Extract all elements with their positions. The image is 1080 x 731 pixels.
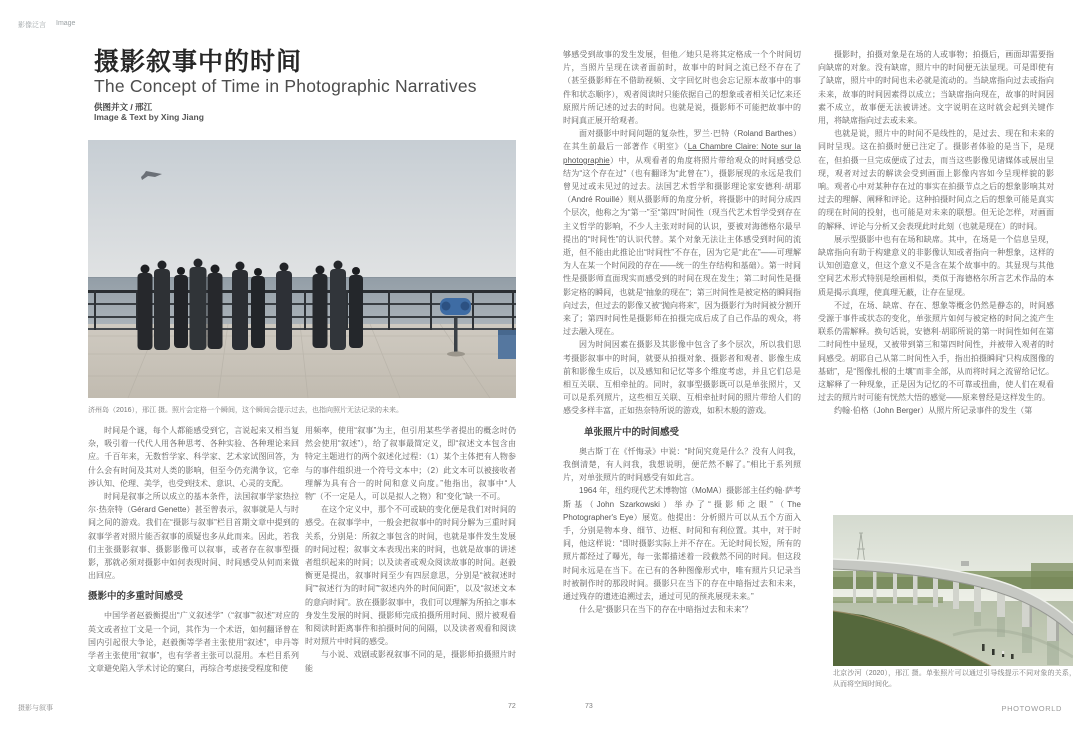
left-column-2 [305, 424, 516, 716]
section-label-zh: 影像泛言 [18, 22, 46, 29]
paragraph: 用频率，使用“叙事”为主，但引用某些学者提出的概念时仍然会使用“叙述”），给了叙事最简定义，即“叙述文本包含由特定主题进行的两个叙述化过程：（1）某个主体把有人物参与的事件组织进一个符号文本中；（2）此文本可以被接收者理解为具有合一的时间和意义向度。”他指出，叙事中“人物”（不一定是人，可以是拟人之物）和“变化”缺一不可。 [305, 426, 516, 502]
paragraph: 展示型摄影中也有在场和缺席。其中，在场是一个信息呈现，缺席指向有助于构建意义的非影像认知或者指向一种想象，这样的认知创造意义，但这个意义不是含在某个故事中的。其显现与其他空间艺术形式特别是绘画相似，类似于海德格尔所言艺术作品的本质是揭示真理，使真理无蔽，让存在显现。 [818, 234, 1054, 297]
paragraph: 时间是叙事之所以成立的基本条件，法国叙事学家热拉尔·热奈特（Gérard Genette）甚至曾表示，叙事就是人与时间之间的游戏。我们在“摄影与叙事”栏目首期文章中提到的叙事学者对照片能否叙事的质疑也多从此而来。因此，若我们主张摄影叙事、摄影影像可以叙事，或者存在叙事型摄影，那就必须对摄影中如何表现时间、时间感受从何而来做出回应。 [88, 492, 299, 581]
paragraph: 1964 年，纽约现代艺术博物馆（MoMA）摄影部主任约翰·萨考斯基（John Szarkowski）举办了“摄影师之眼”（The Photographer's Eye）展览。他提出：分析照片可以从五个方面入手，分别是物本身、细节、边框、时间和有利位置。其中，对于时间，他这样说：“即时摄影实际上并不存在。无论时间长短，所有的照片都经过了曝光，每一张都描述着一段截然不同的时间。但这段时间永远是在当下。在已有的各种图像形式中，唯有照片只记录当时被制作时的那段时间。摄影只在当下的存在中暗指过去和未来，通过残存的遗迹追溯过去，通过可见的预兆展现未来。” [563, 486, 801, 601]
person [313, 266, 328, 349]
person [349, 267, 363, 348]
left-column-1 [88, 424, 299, 716]
paragraph: 够感受到故事的发生发展，但他／她只是将其定格成一个个时间切片，当照片呈现在读者面前时，故事中的时间之流已经不存在了（甚至摄影师在不借助视频、文字回忆时也会忘记原本故事中的事件和状态顺序），观者阅读时只能依据自己的想象或者相关记忆来还原照片所记述的过去的时间。也就是说，摄影师不可能把故事中的时间真正展开给观者。 [563, 50, 801, 126]
pier-photo [88, 140, 516, 398]
right-column-1 [563, 48, 801, 716]
paragraph: 中国学者赵毅衡提出“广义叙述学”（“叙事”“叙述”对应的英文或者拉丁文是一个词，其作为一个术语，如何翻译曾在国内引起很大争论，赵毅衡等学者主张使用“叙述”，申丹等学者主张使用“叙事”，也有学者主张可以混用。本栏目系列文章避免陷入学术讨论的窠臼，再综合考虑接受程度和使 [88, 611, 299, 674]
text-run: ）中，从观看者的角度将照片带给观众的时间感受总结为“这个存在过”（也有翻译为“此曾在”），摄影展现的永远是我们曾见过或未见过的过去。法国艺术哲学和摄影理论家安德利·胡耶（André Rouillé）则从摄影师的角度分析，将摄影中的时间分成四个层次，他称之为“第一”至“第四”时间性（现当代艺术哲学受到存在主义哲学的影响，不少人主张对时间的认识，要被对海德格尔最早提出的“时间性”的认识代替。某个对象无法让主体感受到时间的流逝，但不能由此推论出“时间性”不存在，因为它是“此在”——可理解为人在某一个时间段的存在——统一的生存结构和基础）。第一时间性是摄影师直面现实而感受到的时间在现在发生；第二时间性是摄影定格的瞬间，也就是“抽象的现在”；第三时间性是被定格的瞬间指向过去，但过去的影像又被“抛向将来”，因为摄影行为时间被分割开来了；第四时间性是摄影师在拍摄完成后成了自己作品的观众，将过去融入现在。 [563, 155, 801, 337]
magazine-name: PHOTOWORLD [1001, 704, 1062, 713]
person [190, 259, 207, 351]
person [138, 265, 153, 351]
person [276, 263, 292, 351]
sky [88, 140, 516, 278]
photo1-caption: 济州岛（2016），邢江 摄。照片会定格一个瞬间，这个瞬间会提示过去，也指向照片无法记录的未来。 [88, 407, 404, 414]
paragraph: 摄影时，拍摄对象是在场的人或事物；拍摄后，画面却需要指向缺席的对象。没有缺席，照片中的时间便无法显现。可是即使有了缺席，照片中的时间也未必就是流动的。当缺席指向过去或指向未来，故事的时间因素得以成立；当缺席指向现在，故事的时间因素不成立，故事便无法被讲述。文字说明在这时就会起到关键作用，将缺席指向过去或未来。 [818, 50, 1054, 126]
text-run: 面对摄影中时间问题的复杂性，罗兰·巴特（Roland Barthes）在其生前最后一部著作《明室》（ [563, 129, 801, 152]
photo2-caption: 北京沙河（2020），邢江 摄。单张照片可以通过引导线提示不同对象的关系，从而将空间时间化。 [833, 670, 1076, 688]
page-number-73: 73 [585, 703, 593, 710]
section-label [18, 20, 75, 30]
page-number-72: 72 [508, 703, 516, 710]
bridge-photo [833, 515, 1073, 666]
article-title-zh: 摄影叙事中的时间 [94, 48, 303, 76]
paragraph: 时间是个谜，每个人都能感受到它，言说起来又相当复杂，吸引着一代代人用各种思考、各种实验、各种理论来回应。千百年来，无数哲学家、科学家、艺术家试图回答，为什么会有时间及其对人类的影响，但至今仍充满争议，它牵涉认知、伦理、美学，也受到技术、意识、心灵的支配。 [88, 426, 299, 488]
paragraph [563, 127, 801, 338]
section-heading-multiple-time: 摄影中的多重时间感受 [88, 591, 184, 603]
paragraph: 约翰·伯格（John Berger）从照片所记录事件的发生（第 [834, 406, 1033, 416]
paragraph: 什么是“摄影只在当下的存在中暗指过去和未来”？ [579, 605, 753, 615]
blue-bin-lid [498, 330, 516, 335]
right-column-2 [818, 48, 1054, 500]
person [208, 265, 223, 350]
trees-right [1031, 563, 1073, 589]
paragraph: 奥古斯丁在《忏悔录》中说：“时间究竟是什么？没有人问我，我倒清楚，有人问我，我想说明，便茫然不解了。”相比于系列照片，对单张照片的时间感受有如此言。 [563, 446, 801, 483]
section-label-en: Image [56, 20, 76, 27]
book-title-la-chambre-claire: La Chambre Claire: Note sur la photographie [563, 142, 801, 165]
truck-on-bridge [961, 561, 969, 566]
footer-column-title: 摄影与叙事 [18, 705, 53, 712]
section-heading-single-photo-time: 单张照片中的时间感受 [584, 426, 680, 438]
byline-en: Image & Text by Xing Jiang [94, 112, 204, 122]
paragraph: 因为时间因素在摄影及其影像中包含了多个层次，所以我们思考摄影叙事中的时间，就要从拍摄对象、摄影者和观者、影像生成前和影像生成后，以及感知和记忆等多个维度考虑，并且它们总是相互关联、互相牵扯的。同时，叙事型摄影既可以是单张照片，又可以是系列照片，这些相互关联、互相牵扯时间的照片带给人们的感受多样丰富，正如热奈特所说的游戏，如积木般的游戏。 [563, 340, 801, 416]
person [251, 268, 265, 348]
person [330, 261, 346, 351]
person [232, 262, 248, 351]
paragraph: 与小说、戏剧或影视叙事不同的是，摄影师拍摄照片时能 [305, 650, 516, 673]
far-bank [833, 597, 943, 603]
paragraph: 也就是说，照片中的时间不是线性的，是过去、现在和未来的同时呈现。这在拍摄时便已注定了。摄影者体验的是当下，是现在，但拍摄一旦完成便成了过去，而当这些影像见诸媒体或展出呈现，观者对过去的解读会受到画面上影像内容如今呈现样貌的影响。观者心中对某种存在过的事实在拍摄节点之后的想象影响其对过去的理解、阐释和评论。这种拍摄时间点之后的想象可能是真实的现在时间的投射，也可能是对未来的联想。但无论怎样，对画面的解释、评论与分析又会表现此时此刻（也就是现在）的时间。 [818, 129, 1054, 231]
person [154, 261, 170, 351]
paragraph: 在这个定义中，那个不可或缺的变化便是我们对时间的感受。在叙事学中，一般会把叙事中的时间分解为三重时间关系，分别是：所叙之事包含的时间，也就是事件发生发展的时间过程；叙事文本表现出来的时间，也就是故事的讲述者组织起来的时间；以及读者或观众阅读故事的时间。赵毅衡更是提出，叙事时间至少有四层意思，分别是“被叙述时间”“叙述行为的时间”“叙述内外的时间间距”，以及“叙述文本的意向时间”。放在摄影叙事中，我们可以理解为所拍之事本身发生发展的时间、摄影师完成拍摄所用时间、照片被观看和阅读时距离事件和拍摄时间的间隔，以及读者观看和阅读时对照片中时间的感受。 [305, 505, 516, 647]
person [174, 267, 188, 348]
article-title-en: The Concept of Time in Photographic Narratives [94, 76, 477, 96]
byline-zh: 供图并文 / 邢江 [94, 102, 153, 112]
paragraph: 不过，在场、缺席、存在、想象等概念仍然是静态的，时间感受源于事件或状态的变化，单张照片如何与被定格的时间之流产生联系仍需解释。换句话说，安德利·胡耶所说的第一时间性如何在第二时间性中显现，又被带到第三和第四时间性，并被带入观者的时间感受。胡耶自己从第二时间性入手，指出拍摄瞬间“只构成图像的基础”，是“图像扎根的土壤”而非全部，从而将时间之流留给记忆。这解释了一种现象，正是因为记忆的不可靠或扭曲，使人们在观看过去的照片时可能有恍然大悟的感觉——原来曾经是这样发生的。 [818, 300, 1054, 403]
